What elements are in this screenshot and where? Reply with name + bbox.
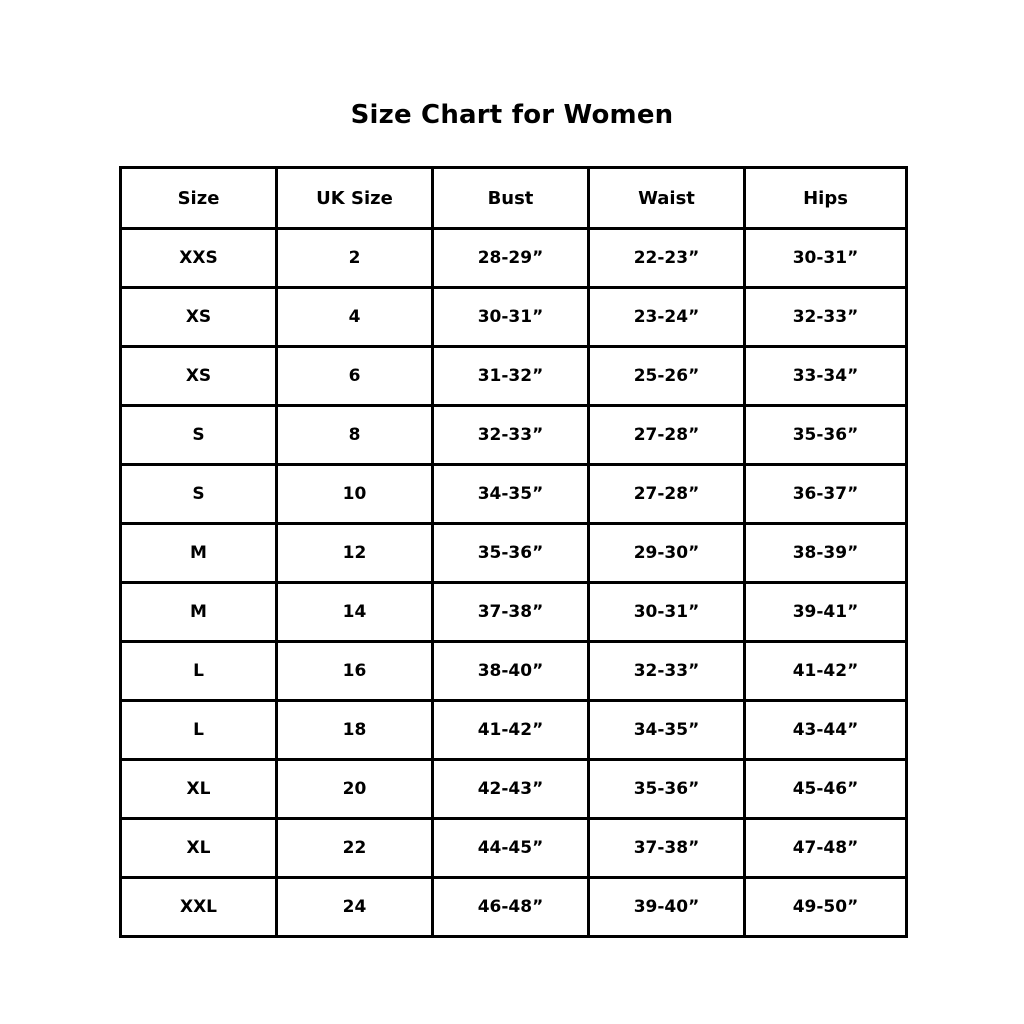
table-row xyxy=(121,288,907,347)
cell-uk-size: 10 xyxy=(277,465,433,524)
cell-bust: 41-42” xyxy=(433,701,589,760)
cell-uk-size: 2 xyxy=(277,229,433,288)
cell-size: XXS xyxy=(121,229,277,288)
cell-bust: 31-32” xyxy=(433,347,589,406)
cell-bust: 46-48” xyxy=(433,878,589,937)
cell-hips: 47-48” xyxy=(745,819,907,878)
cell-size: S xyxy=(121,406,277,465)
cell-uk-size: 14 xyxy=(277,583,433,642)
cell-size: M xyxy=(121,583,277,642)
cell-bust: 34-35” xyxy=(433,465,589,524)
table-row xyxy=(121,524,907,583)
cell-waist: 32-33” xyxy=(589,642,745,701)
cell-waist: 35-36” xyxy=(589,760,745,819)
table-row xyxy=(121,229,907,288)
column-header-bust: Bust xyxy=(433,168,589,229)
table-header-row xyxy=(121,168,907,229)
cell-hips: 33-34” xyxy=(745,347,907,406)
column-header-waist: Waist xyxy=(589,168,745,229)
cell-uk-size: 6 xyxy=(277,347,433,406)
cell-uk-size: 20 xyxy=(277,760,433,819)
table-row xyxy=(121,465,907,524)
cell-hips: 35-36” xyxy=(745,406,907,465)
cell-size: XS xyxy=(121,288,277,347)
cell-waist: 29-30” xyxy=(589,524,745,583)
cell-hips: 36-37” xyxy=(745,465,907,524)
size-chart-table xyxy=(119,166,908,938)
cell-size: XL xyxy=(121,819,277,878)
cell-hips: 43-44” xyxy=(745,701,907,760)
cell-uk-size: 22 xyxy=(277,819,433,878)
table-body xyxy=(121,229,907,937)
cell-uk-size: 12 xyxy=(277,524,433,583)
cell-size: L xyxy=(121,642,277,701)
column-header-uk-size: UK Size xyxy=(277,168,433,229)
cell-bust: 35-36” xyxy=(433,524,589,583)
cell-waist: 23-24” xyxy=(589,288,745,347)
cell-uk-size: 16 xyxy=(277,642,433,701)
cell-uk-size: 18 xyxy=(277,701,433,760)
cell-size: XL xyxy=(121,760,277,819)
cell-size: XS xyxy=(121,347,277,406)
cell-bust: 30-31” xyxy=(433,288,589,347)
cell-hips: 45-46” xyxy=(745,760,907,819)
cell-uk-size: 4 xyxy=(277,288,433,347)
cell-hips: 32-33” xyxy=(745,288,907,347)
table-row xyxy=(121,347,907,406)
table-row xyxy=(121,583,907,642)
cell-size: M xyxy=(121,524,277,583)
page-title: Size Chart for Women xyxy=(350,100,674,130)
cell-bust: 44-45” xyxy=(433,819,589,878)
cell-hips: 39-41” xyxy=(745,583,907,642)
cell-bust: 42-43” xyxy=(433,760,589,819)
cell-waist: 30-31” xyxy=(589,583,745,642)
cell-waist: 34-35” xyxy=(589,701,745,760)
table-row xyxy=(121,642,907,701)
cell-bust: 32-33” xyxy=(433,406,589,465)
table-row xyxy=(121,760,907,819)
cell-bust: 28-29” xyxy=(433,229,589,288)
table-row xyxy=(121,406,907,465)
cell-hips: 38-39” xyxy=(745,524,907,583)
table-row xyxy=(121,819,907,878)
cell-hips: 41-42” xyxy=(745,642,907,701)
cell-size: S xyxy=(121,465,277,524)
cell-size: XXL xyxy=(121,878,277,937)
cell-waist: 25-26” xyxy=(589,347,745,406)
cell-bust: 37-38” xyxy=(433,583,589,642)
cell-uk-size: 24 xyxy=(277,878,433,937)
cell-uk-size: 8 xyxy=(277,406,433,465)
cell-waist: 39-40” xyxy=(589,878,745,937)
table-row xyxy=(121,701,907,760)
cell-waist: 37-38” xyxy=(589,819,745,878)
cell-hips: 30-31” xyxy=(745,229,907,288)
column-header-size: Size xyxy=(121,168,277,229)
cell-size: L xyxy=(121,701,277,760)
cell-waist: 27-28” xyxy=(589,406,745,465)
size-chart-table-container xyxy=(119,166,905,938)
cell-bust: 38-40” xyxy=(433,642,589,701)
cell-waist: 27-28” xyxy=(589,465,745,524)
cell-hips: 49-50” xyxy=(745,878,907,937)
column-header-hips: Hips xyxy=(745,168,907,229)
table-header xyxy=(121,168,907,229)
table-row xyxy=(121,878,907,937)
cell-waist: 22-23” xyxy=(589,229,745,288)
